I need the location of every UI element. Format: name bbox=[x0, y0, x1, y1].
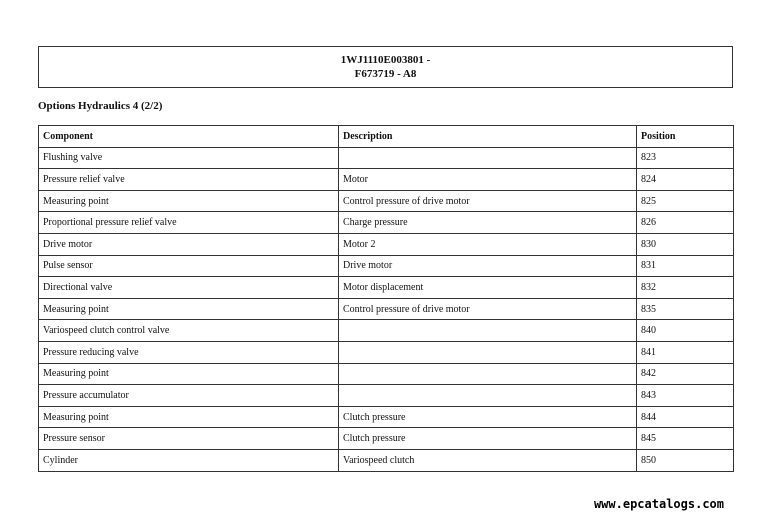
column-header-position: Position bbox=[637, 126, 734, 148]
cell-position: 824 bbox=[637, 169, 734, 191]
header-part-number: F673719 - A8 bbox=[354, 68, 417, 80]
cell-description: Drive motor bbox=[339, 255, 637, 277]
table-row bbox=[39, 428, 734, 450]
cell-description bbox=[339, 363, 637, 385]
cell-description bbox=[339, 385, 637, 407]
table-body bbox=[39, 147, 734, 471]
cell-component: Pressure relief valve bbox=[39, 169, 339, 191]
cell-component: Pressure accumulator bbox=[39, 385, 339, 407]
cell-component: Directional valve bbox=[39, 277, 339, 299]
table-row bbox=[39, 169, 734, 191]
table-row bbox=[39, 320, 734, 342]
table-row bbox=[39, 190, 734, 212]
document-header bbox=[38, 46, 733, 88]
table-row bbox=[39, 406, 734, 428]
cell-description: Charge pressure bbox=[339, 212, 637, 234]
cell-component: Measuring point bbox=[39, 406, 339, 428]
table-row bbox=[39, 233, 734, 255]
cell-position: 823 bbox=[637, 147, 734, 169]
footer-watermark-url[interactable]: www.epcatalogs.com bbox=[593, 497, 724, 511]
cell-position: 825 bbox=[637, 190, 734, 212]
cell-position: 850 bbox=[637, 449, 734, 471]
cell-description: Clutch pressure bbox=[339, 428, 637, 450]
cell-description: Motor bbox=[339, 169, 637, 191]
table-row bbox=[39, 363, 734, 385]
cell-position: 845 bbox=[637, 428, 734, 450]
cell-description: Control pressure of drive motor bbox=[339, 190, 637, 212]
table-row bbox=[39, 255, 734, 277]
column-header-component: Component bbox=[39, 126, 339, 148]
cell-description: Motor displacement bbox=[339, 277, 637, 299]
cell-component: Drive motor bbox=[39, 233, 339, 255]
column-header-description: Description bbox=[339, 126, 637, 148]
cell-description bbox=[339, 147, 637, 169]
table-row bbox=[39, 212, 734, 234]
cell-description bbox=[339, 320, 637, 342]
section-title: Options Hydraulics 4 (2/2) bbox=[38, 100, 163, 112]
cell-component: Pressure sensor bbox=[39, 428, 339, 450]
cell-component: Pulse sensor bbox=[39, 255, 339, 277]
cell-component: Measuring point bbox=[39, 190, 339, 212]
cell-position: 831 bbox=[637, 255, 734, 277]
cell-position: 835 bbox=[637, 298, 734, 320]
table-row bbox=[39, 385, 734, 407]
cell-position: 830 bbox=[637, 233, 734, 255]
cell-position: 832 bbox=[637, 277, 734, 299]
table-row bbox=[39, 147, 734, 169]
cell-component: Cylinder bbox=[39, 449, 339, 471]
cell-description: Variospeed clutch bbox=[339, 449, 637, 471]
cell-description: Motor 2 bbox=[339, 233, 637, 255]
cell-component: Measuring point bbox=[39, 298, 339, 320]
cell-description: Control pressure of drive motor bbox=[339, 298, 637, 320]
cell-position: 843 bbox=[637, 385, 734, 407]
table-row bbox=[39, 298, 734, 320]
components-table bbox=[38, 125, 734, 472]
cell-position: 842 bbox=[637, 363, 734, 385]
table-row bbox=[39, 341, 734, 363]
cell-position: 844 bbox=[637, 406, 734, 428]
cell-description bbox=[339, 341, 637, 363]
cell-component: Proportional pressure relief valve bbox=[39, 212, 339, 234]
table-row bbox=[39, 449, 734, 471]
cell-position: 840 bbox=[637, 320, 734, 342]
header-serial-range: 1WJ1110E003801 - bbox=[340, 54, 431, 66]
cell-component: Variospeed clutch control valve bbox=[39, 320, 339, 342]
cell-description: Clutch pressure bbox=[339, 406, 637, 428]
cell-component: Measuring point bbox=[39, 363, 339, 385]
cell-position: 826 bbox=[637, 212, 734, 234]
cell-component: Flushing valve bbox=[39, 147, 339, 169]
table-row bbox=[39, 277, 734, 299]
cell-position: 841 bbox=[637, 341, 734, 363]
table-header-row bbox=[39, 126, 734, 148]
cell-component: Pressure reducing valve bbox=[39, 341, 339, 363]
